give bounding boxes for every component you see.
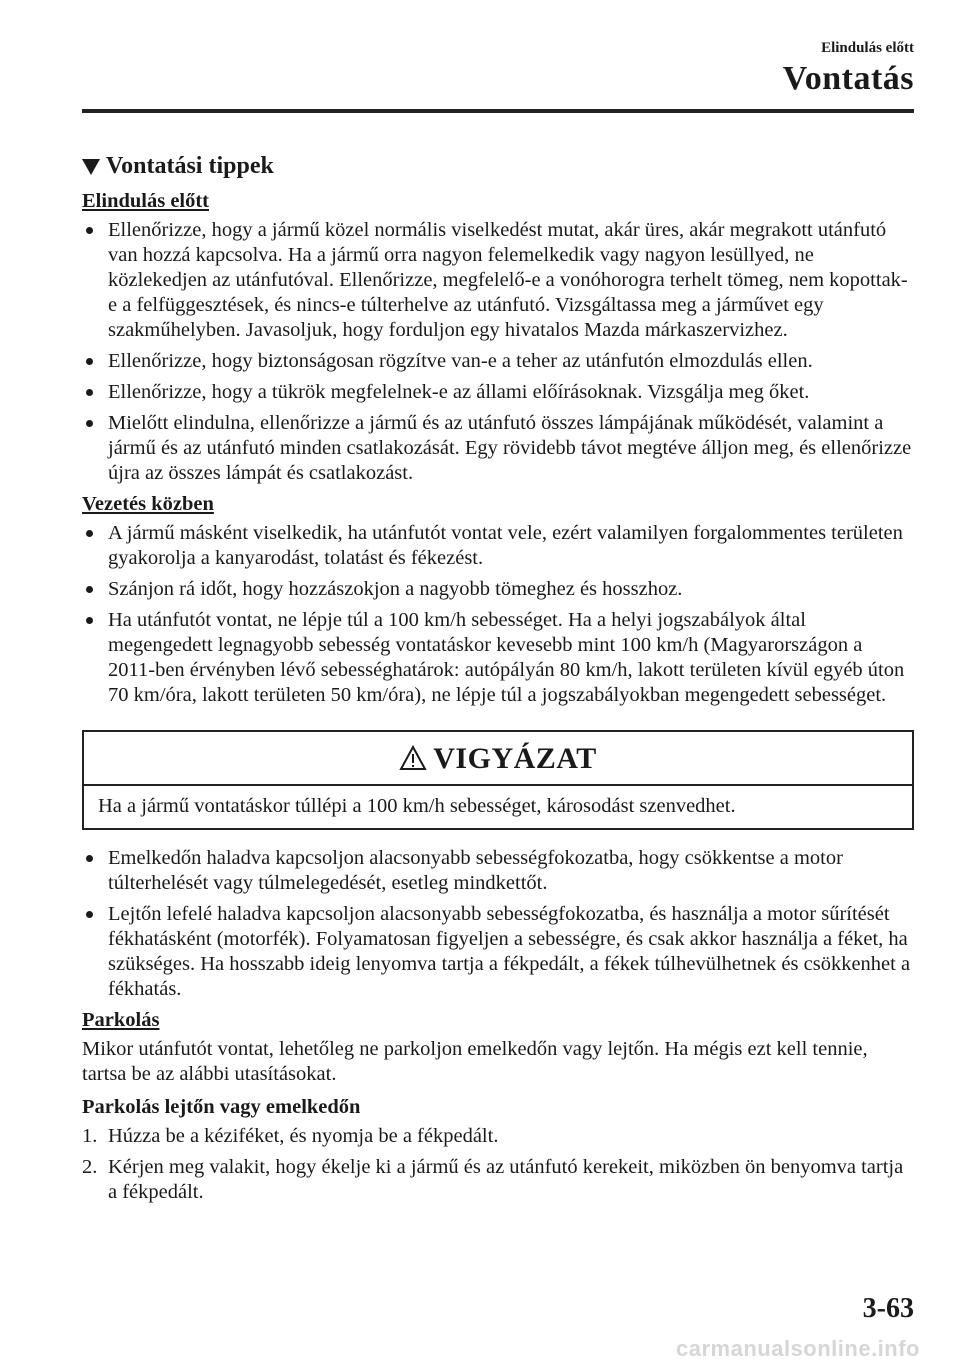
bullet-icon	[86, 420, 93, 427]
caution-title: VIGYÁZAT	[433, 741, 597, 775]
bullet-icon	[86, 586, 93, 593]
watermark: carmanualsonline.info	[676, 1336, 920, 1361]
list-item	[82, 349, 914, 374]
step-text: Húzza be a kéziféket, és nyomja be a fékpedált.	[108, 1125, 499, 1147]
list-item	[82, 902, 914, 1002]
header-rule	[82, 109, 914, 113]
subheading-before-start: Elindulás előtt	[82, 190, 210, 212]
bullet-icon	[86, 358, 93, 365]
list-item-text: Mielőtt elindulna, ellenőrizze a jármű és az utánfutó összes lámpájának működését, valamint a jármű és az utánfutó minden csatlakozását. Egy rövidebb távot megtéve álljon meg, és ellenőrizze újra az összes lámpát és csatlakozást.	[108, 412, 912, 484]
caution-text: Ha a jármű vontatáskor túllépi a 100 km/h sebességet, károsodást szenvedhet.	[98, 795, 736, 817]
step-item	[82, 1124, 914, 1149]
section-title	[82, 154, 914, 179]
list-item	[82, 411, 914, 486]
caution-header	[84, 732, 912, 786]
list-item-text: Emelkedőn haladva kapcsoljon alacsonyabb sebességfokozatba, hogy csökkentse a motor túlterhelését vagy túlmelegedését, esetleg mindkettőt.	[108, 847, 843, 894]
list-item-text: Ellenőrizze, hogy a jármű közel normális viselkedést mutat, akár üres, akár megrakott utánfutó van hozzá kapcsolva. Ha a jármű orra nagyon felemelkedik vagy nagyon lesüllyed, ne közlekedjen az utánfutóval. Ellenőrizze, megfelelő-e a vonóhorogra terhelt tömeg, nem kopottak-e a felfüggesztések, és nincs-e túlterhelve az utánfutó. Vizsgáltassa meg a járművet egy szakműhelyben. Javasoljuk, hogy forduljon egy hivatalos Mazda márkaszervizhez.	[108, 219, 908, 341]
bullet-icon	[86, 617, 93, 624]
triangle-down-icon	[82, 159, 100, 175]
section-title-text: Vontatási tippek	[106, 153, 274, 179]
step-number: 1.	[82, 1125, 98, 1147]
step-item	[82, 1155, 914, 1205]
subheading-while-driving: Vezetés közben	[82, 493, 214, 515]
parking-steps	[82, 1124, 914, 1205]
list-item-text: A jármű másként viselkedik, ha utánfutót vontat vele, ezért valamilyen forgalommentes területen gyakorolja a kanyarodást, tolatást és fékezést.	[108, 522, 903, 569]
list-item	[82, 846, 914, 896]
page-number: 3-63	[862, 1293, 914, 1324]
bullet-list-before-start	[82, 218, 914, 486]
list-item-text: Ellenőrizze, hogy biztonságosan rögzítve van-e a teher az utánfutón elmozdulás ellen.	[108, 350, 813, 372]
caution-box	[82, 730, 914, 830]
step-text: Kérjen meg valakit, hogy ékelje ki a jármű és az utánfutó kerekeit, miközben ön benyomva tartja a fékpedált.	[108, 1156, 904, 1203]
list-item	[82, 380, 914, 405]
list-item	[82, 577, 914, 602]
subheading-parking: Parkolás	[82, 1009, 160, 1031]
list-item-text: Szánjon rá időt, hogy hozzászokjon a nagyobb tömeghez és hosszhoz.	[108, 578, 683, 600]
page-content	[82, 154, 914, 1211]
list-item	[82, 521, 914, 571]
list-item-text: Lejtőn lefelé haladva kapcsoljon alacsonyabb sebességfokozatba, és használja a motor sűrítését fékhatásként (motorfék). Folyamatosan figyeljen a sebességre, és csak akkor használja a féket, ha szükséges. Ha hosszabb ideig lenyomva tartja a fékpedált, a fékek túlhevülhetnek és csökkenhet a fékhatás.	[108, 903, 911, 1000]
bullet-icon	[86, 911, 93, 918]
bullet-list-after-caution	[82, 846, 914, 1002]
step-number: 2.	[82, 1156, 98, 1178]
list-item	[82, 218, 914, 343]
list-item	[82, 608, 914, 708]
subheading-parking-slope: Parkolás lejtőn vagy emelkedőn	[82, 1096, 361, 1118]
parking-paragraph: Mikor utánfutót vontat, lehetőleg ne parkoljon emelkedőn vagy lejtőn. Ha mégis ezt kell tennie, tartsa be az alábbi utasításokat.	[82, 1038, 868, 1085]
bullet-icon	[86, 389, 93, 396]
page-title: Vontatás	[782, 60, 914, 97]
bullet-icon	[86, 855, 93, 862]
list-item-text: Ha utánfutót vontat, ne lépje túl a 100 km/h sebességet. Ha a helyi jogszabályok által megengedett legnagyobb sebesség vontatáskor kevesebb mint 100 km/h (Magyarországon a 2011-ben érvényben lévő sebességhatárok: autópályán 80 km/h, lakott területen kívül egyéb úton 70 km/óra, lakott területen 50 km/óra), ne lépje túl a jogszabályokban megengedett sebességet.	[108, 609, 905, 706]
list-item-text: Ellenőrizze, hogy a tükrök megfelelnek-e az állami előírásoknak. Vizsgálja meg őket.	[108, 381, 810, 403]
running-header: Elindulás előtt	[821, 40, 914, 56]
bullet-icon	[86, 530, 93, 537]
warning-triangle-icon	[399, 745, 427, 771]
bullet-list-while-driving	[82, 521, 914, 708]
bullet-icon	[86, 227, 93, 234]
